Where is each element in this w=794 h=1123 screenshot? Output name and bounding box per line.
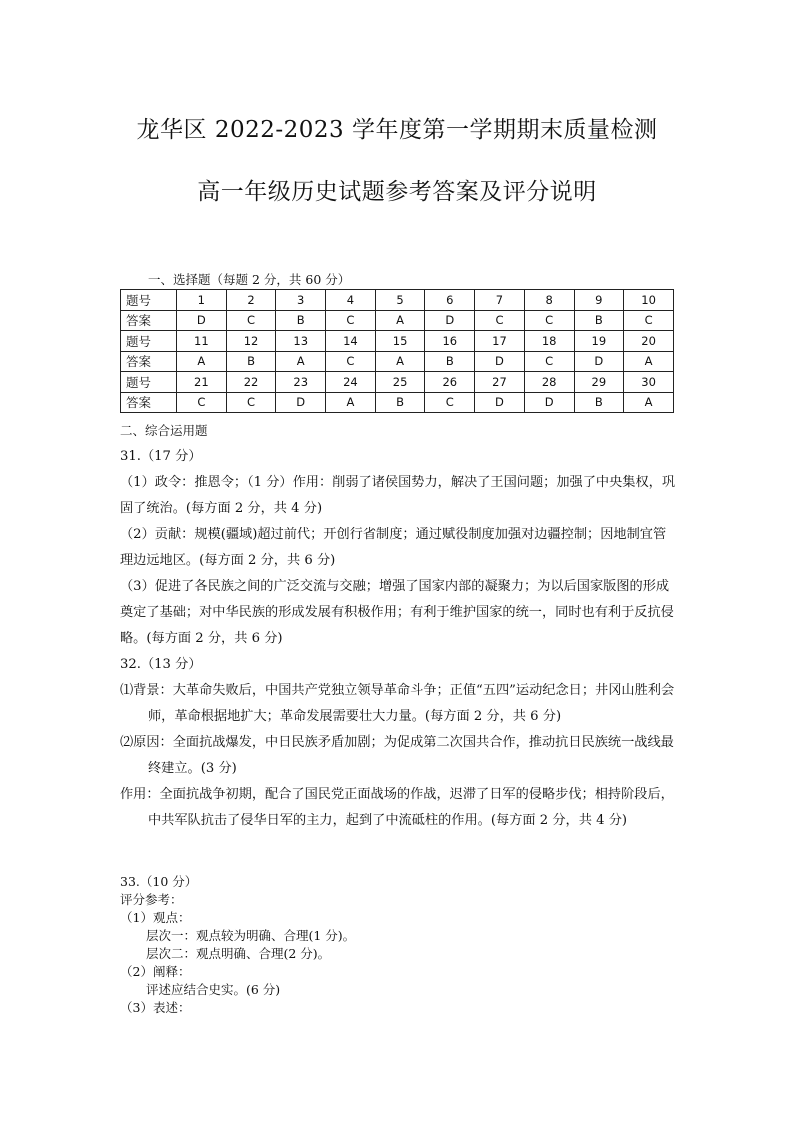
answer-cell: C xyxy=(326,351,376,372)
answer-cell: C xyxy=(326,310,376,331)
q33-level-2: 层次二：观点明确、合理(2 分)。 xyxy=(146,946,331,961)
q33-section-1: （1）观点： xyxy=(120,910,191,925)
question-number-cell: 9 xyxy=(574,290,624,311)
question-number-cell: 1 xyxy=(177,290,227,311)
question-number-cell: 3 xyxy=(276,290,326,311)
q32-part-2: ⑵原因：全面抗战爆发，中日民族矛盾加剧；为促成第二次国共合作，推动抗日民族统一战线最终建立。(3 分) xyxy=(120,735,674,776)
answer-row xyxy=(121,351,674,372)
row-label: 答案 xyxy=(121,310,177,331)
question-number-cell: 23 xyxy=(276,372,326,393)
q31-part-2: （2）贡献：规模(疆域)超过前代；开创行省制度；通过赋役制度加强对边疆控制；因地制宜管理边远地区。(每方面 2 分，共 6 分) xyxy=(120,527,667,568)
answer-cell: D xyxy=(177,310,227,331)
answer-cell: A xyxy=(177,351,227,372)
answer-cell: B xyxy=(375,392,425,413)
answer-cell: B xyxy=(226,351,276,372)
q32-part-3: 作用：全面抗战争初期，配合了国民党正面战场的作战，迟滞了日军的侵略步伐；相持阶段后，中共军队抗击了侵华日军的主力，起到了中流砥柱的作用。(每方面 2 分，共 4 分) xyxy=(120,787,674,828)
question-number-cell: 27 xyxy=(475,372,525,393)
q33-section-3: （3）表述： xyxy=(120,1000,191,1015)
answer-cell: C xyxy=(624,310,674,331)
answer-table xyxy=(120,289,674,413)
answer-cell: B xyxy=(574,310,624,331)
question-31 xyxy=(120,444,676,834)
answer-cell: A xyxy=(375,310,425,331)
question-number-cell: 30 xyxy=(624,372,674,393)
question-number-cell: 2 xyxy=(226,290,276,311)
question-number-cell: 28 xyxy=(524,372,574,393)
question-number-cell: 15 xyxy=(375,331,425,352)
row-label: 答案 xyxy=(121,392,177,413)
question-number-cell: 24 xyxy=(326,372,376,393)
answer-cell: A xyxy=(375,351,425,372)
section-1-title: 一、选择题（每题 2 分，共 60 分） xyxy=(148,272,351,287)
answer-cell: A xyxy=(624,392,674,413)
question-number-cell: 10 xyxy=(624,290,674,311)
answer-cell: D xyxy=(524,392,574,413)
q32-header: 32.（13 分） xyxy=(120,657,202,672)
question-number-cell: 8 xyxy=(524,290,574,311)
question-number-cell: 7 xyxy=(475,290,525,311)
answer-cell: B xyxy=(276,310,326,331)
row-label: 题号 xyxy=(121,331,177,352)
question-number-cell: 21 xyxy=(177,372,227,393)
question-number-cell: 20 xyxy=(624,331,674,352)
question-number-cell: 22 xyxy=(226,372,276,393)
question-number-cell: 12 xyxy=(226,331,276,352)
question-number-cell: 4 xyxy=(326,290,376,311)
answer-cell: C xyxy=(177,392,227,413)
answer-cell: A xyxy=(624,351,674,372)
q31-part-1: （1）政令：推恩令；（1 分）作用：削弱了诸侯国势力，解决了王国问题；加强了中央集权，巩固了统治。(每方面 2 分，共 4 分) xyxy=(120,475,676,516)
answer-cell: C xyxy=(524,351,574,372)
answer-cell: C xyxy=(425,392,475,413)
question-number-cell: 16 xyxy=(425,331,475,352)
question-number-row xyxy=(121,290,674,311)
answer-cell: B xyxy=(574,392,624,413)
question-number-cell: 6 xyxy=(425,290,475,311)
question-number-row xyxy=(121,331,674,352)
question-number-cell: 5 xyxy=(375,290,425,311)
answer-cell: D xyxy=(475,392,525,413)
answer-cell: C xyxy=(226,310,276,331)
row-label: 题号 xyxy=(121,372,177,393)
question-number-cell: 11 xyxy=(177,331,227,352)
row-label: 答案 xyxy=(121,351,177,372)
answer-cell: B xyxy=(425,351,475,372)
q33-explanation: 评述应结合史实。(6 分) xyxy=(146,982,281,997)
answer-row xyxy=(121,310,674,331)
answer-cell: A xyxy=(276,351,326,372)
q33-reference: 评分参考： xyxy=(120,892,183,907)
q31-header: 31.（17 分） xyxy=(120,449,202,464)
q33-section-2: （2）阐释： xyxy=(120,964,191,979)
question-33 xyxy=(120,873,676,1017)
question-number-cell: 14 xyxy=(326,331,376,352)
question-number-cell: 29 xyxy=(574,372,624,393)
answer-cell: D xyxy=(475,351,525,372)
answer-cell: C xyxy=(226,392,276,413)
answer-row xyxy=(121,392,674,413)
question-number-cell: 13 xyxy=(276,331,326,352)
question-number-cell: 26 xyxy=(425,372,475,393)
q33-header: 33.（10 分） xyxy=(120,874,198,889)
q31-part-3: （3）促进了各民族之间的广泛交流与交融；增强了国家内部的凝聚力；为以后国家版图的形成奠定了基础；对中华民族的形成发展有积极作用；有利于维护国家的统一，同时也有利于反抗侵略。(每方面 2 分，共 6 分) xyxy=(120,579,674,646)
answer-cell: C xyxy=(524,310,574,331)
answer-cell: D xyxy=(574,351,624,372)
question-number-cell: 17 xyxy=(475,331,525,352)
question-number-cell: 18 xyxy=(524,331,574,352)
document-title: 龙华区 2022-2023 学年度第一学期期末质量检测 xyxy=(136,117,658,143)
answer-cell: A xyxy=(326,392,376,413)
answer-cell: C xyxy=(475,310,525,331)
document-subtitle: 高一年级历史试题参考答案及评分说明 xyxy=(197,179,597,205)
question-number-cell: 25 xyxy=(375,372,425,393)
q32-part-1: ⑴背景：大革命失败后，中国共产党独立领导革命斗争；正值“五四”运动纪念日；井冈山胜利会师，革命根据地扩大；革命发展需要壮大力量。(每方面 2 分，共 6 分) xyxy=(120,683,675,724)
section-2-title: 二、综合运用题 xyxy=(120,423,208,438)
row-label: 题号 xyxy=(121,290,177,311)
question-number-cell: 19 xyxy=(574,331,624,352)
answer-cell: D xyxy=(276,392,326,413)
answer-cell: D xyxy=(425,310,475,331)
q33-level-1: 层次一：观点较为明确、合理(1 分)。 xyxy=(146,928,356,943)
question-number-row xyxy=(121,372,674,393)
